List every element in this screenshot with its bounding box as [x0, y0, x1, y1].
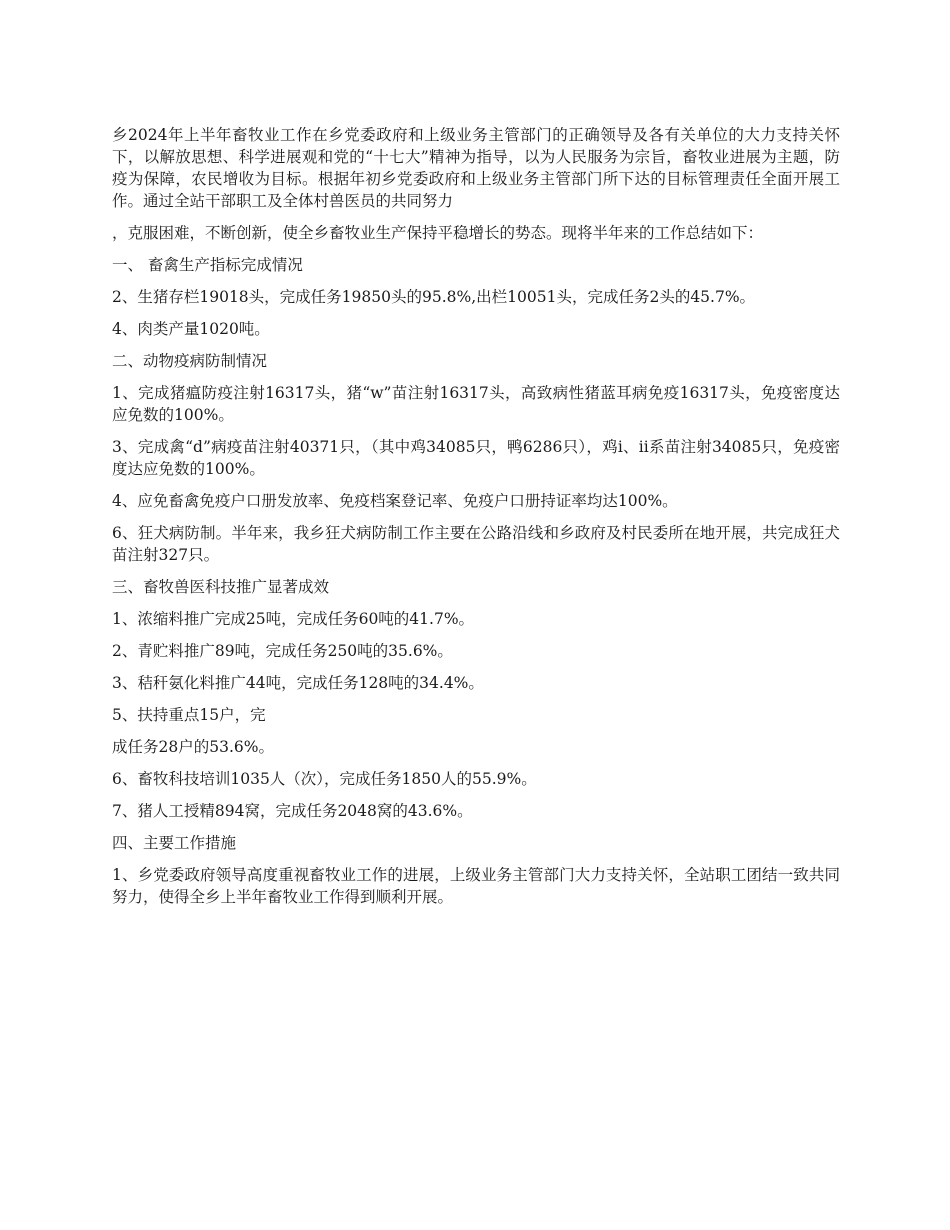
- section-heading-2: 二、动物疫病防制情况: [112, 352, 268, 370]
- paragraph-key-households-cont: 成任务28户的53.6%。: [112, 738, 274, 756]
- paragraph-artificial-insemination: 7、猪人工授精894窝，完成任务2048窝的43.6%。: [112, 802, 473, 820]
- paragraph-registration-rate: 4、应免畜禽免疫户口册发放率、免疫档案登记率、免疫户口册持证率均达100%。: [112, 492, 678, 510]
- paragraph-ammoniated-straw: 3、秸秆氨化料推广44吨，完成任务128吨的34.4%。: [112, 674, 484, 692]
- section-heading-3: 三、畜牧兽医科技推广显著成效: [112, 578, 330, 596]
- paragraph-silage: 2、青贮料推广89吨，完成任务250吨的35.6%。: [112, 642, 453, 660]
- paragraph-concentrate-feed: 1、浓缩料推广完成25吨，完成任务60吨的41.7%。: [112, 610, 475, 628]
- paragraph-key-households: 5、扶持重点15户，完: [112, 706, 266, 724]
- paragraph-intro: 乡2024年上半年畜牧业工作在乡党委政府和上级业务主管部门的正确领导及各有关单位的大力支持关怀下，以解放思想、科学进展观和党的“十七大”精神为指导，以为人民服务为宗旨，畜牧业进展为主题，防疫为保障，农民增收为目标。根据年初乡党委政府和上级业务主管部门所下达的目标管理责任全面开展工作。通过全站干部职工及全体村兽医员的共同努力: [112, 126, 840, 210]
- paragraph-pig-stock: 2、生猪存栏19018头，完成任务19850头的95.8%,出栏10051头，完成任务2头的45.7%。: [112, 288, 756, 306]
- paragraph-poultry-vaccination: 3、完成禽“d”病疫苗注射40371只，（其中鸡34085只，鸭6286只），鸡i、ii系苗注射34085只，免疫密度达应免数的100%。: [112, 438, 840, 478]
- paragraph-rabies-control: 6、狂犬病防制。半年来，我乡狂犬病防制工作主要在公路沿线和乡政府及村民委所在地开展，共完成狂犬苗注射327只。: [112, 524, 840, 564]
- paragraph-meat-output: 4、肉类产量1020吨。: [112, 320, 270, 338]
- paragraph-training: 6、畜牧科技培训1035人（次），完成任务1850人的55.9%。: [112, 770, 537, 788]
- section-heading-4: 四、主要工作措施: [112, 834, 237, 852]
- document-body: [112, 124, 840, 918]
- paragraph-intro-cont: ，克服困难，不断创新，使全乡畜牧业生产保持平稳增长的势态。现将半年来的工作总结如下：: [112, 224, 764, 242]
- paragraph-measures-1: 1、乡党委政府领导高度重视畜牧业工作的进展，上级业务主管部门大力支持关怀，全站职工团结一致共同努力，使得全乡上半年畜牧业工作得到顺利开展。: [112, 866, 840, 906]
- section-heading-1: 一、 畜禽生产指标完成情况: [112, 256, 303, 274]
- paragraph-swine-vaccination: 1、完成猪瘟防疫注射16317头，猪“w”苗注射16317头，高致病性猪蓝耳病免疫16317头，免疫密度达应免数的100%。: [112, 384, 840, 424]
